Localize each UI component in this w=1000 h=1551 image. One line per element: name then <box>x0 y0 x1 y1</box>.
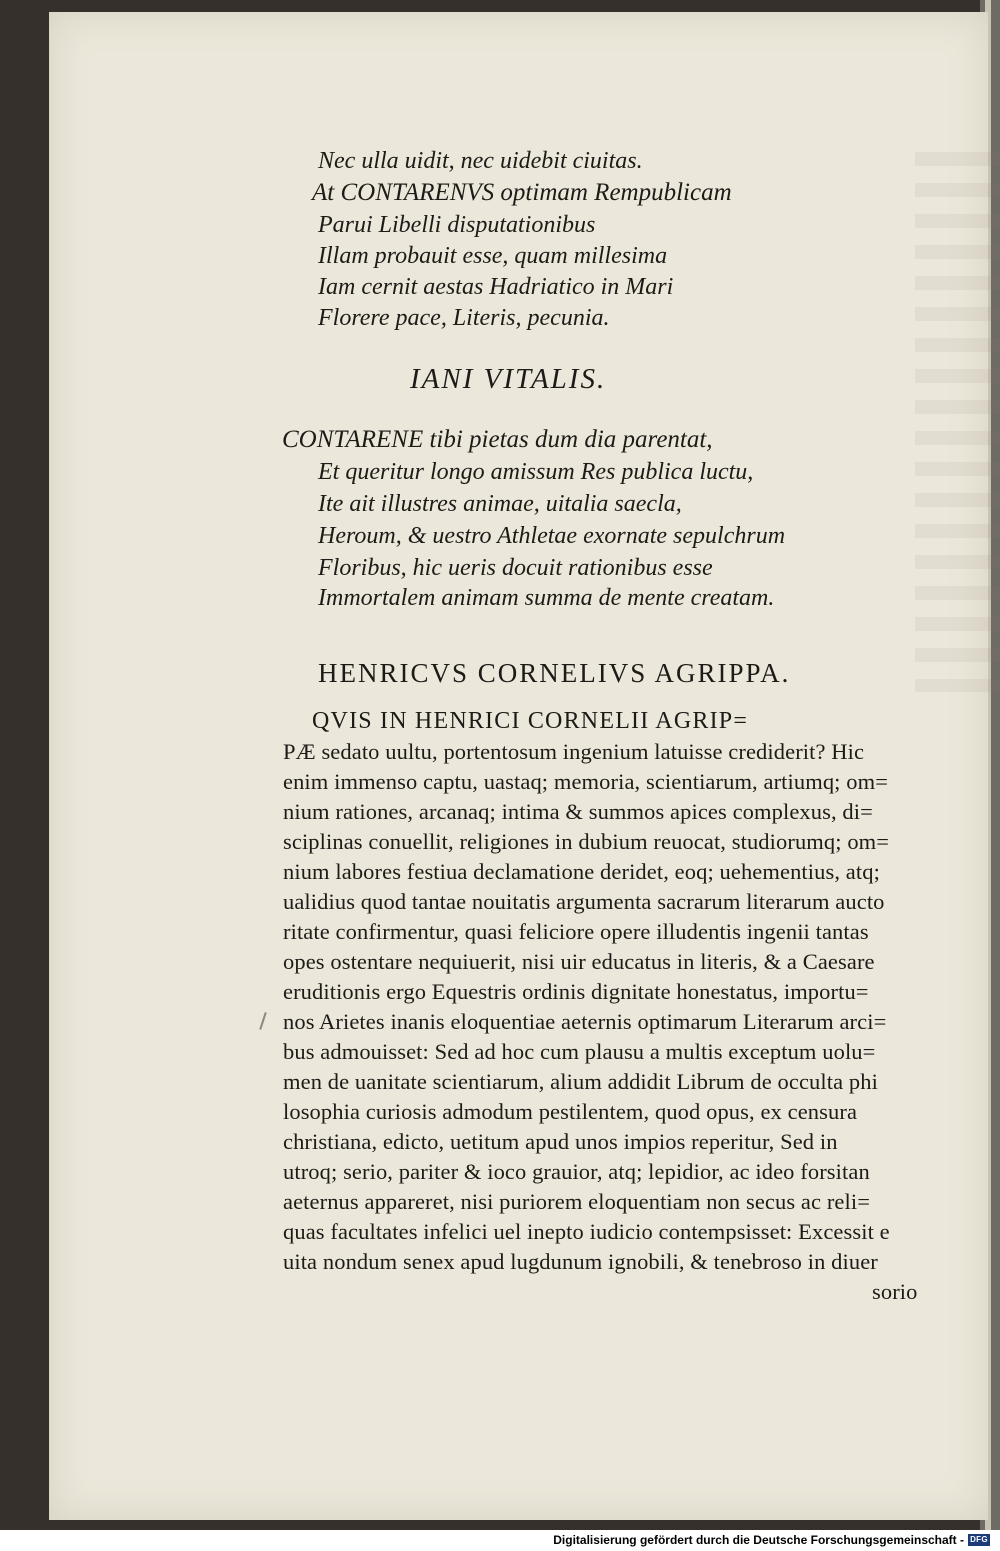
digitization-credit: Digitalisierung gefördert durch die Deutsche Forschungsgemeinschaft - <box>553 1533 964 1547</box>
poem1-line-5: Iam cernit aestas Hadriatico in Mari <box>318 274 674 300</box>
prose-line-13: men de uanitate scientiarum, alium addidit Librum de occulta phi <box>283 1069 878 1094</box>
poem2-line-4: Heroum, & uestro Athletae exornate sepulchrum <box>318 523 786 549</box>
poem2-line-3: Ite ait illustres animae, uitalia saecla, <box>318 491 682 517</box>
prose-line-5: sciplinas conuellit, religiones in dubium reuocat, studiorumq; om= <box>283 829 890 854</box>
prose-line-14: losophia curiosis admodum pestilentem, quod opus, ex censura <box>283 1099 858 1124</box>
dfg-logo-icon: DFG <box>968 1534 990 1546</box>
prose-line-11: nos Arietes inanis eloquentiae aeternis optimarum Literarum arci= <box>283 1009 887 1034</box>
poem1-line-2: At CONTARENVS optimam Rempublicam <box>312 179 732 206</box>
prose-line-10: eruditionis ergo Equestris ordinis dignitate honestatus, importu= <box>283 979 869 1004</box>
prose-line-16: utroq; serio, pariter & ioco grauior, atq; lepidior, ac ideo forsitan <box>283 1159 870 1184</box>
prose-line-17: aeternus appareret, nisi puriorem eloquentiam non secus ac reli= <box>283 1189 870 1214</box>
catchword: sorio <box>872 1279 918 1304</box>
prose-line-2: PÆ sedato uultu, portentosum ingenium latuisse crediderit? Hic <box>283 739 865 764</box>
poem2-line-6: Immortalem animam summa de mente creatam. <box>318 585 775 611</box>
prose-line-7: ualidius quod tantae nouitatis argumenta sacrarum literarum aucto <box>283 889 885 914</box>
section-heading-vitalis: IANI VITALIS. <box>410 363 607 395</box>
prose-line-8: ritate confirmentur, quasi feliciore opere illudentis ingenii tantas <box>283 919 869 944</box>
bleed-through-text <box>915 152 1000 692</box>
prose-line-3: enim immenso captu, uastaq; memoria, scientiarum, artiumq; om= <box>283 769 888 794</box>
poem1-line-4: Illam probauit esse, quam millesima <box>318 243 668 269</box>
prose-line-12: bus admouisset: Sed ad hoc cum plausu a multis exceptum uolu= <box>283 1039 876 1064</box>
prose-line-9: opes ostentare nequiuerit, nisi uir educatus in literis, & a Caesare <box>283 949 875 974</box>
poem2-line-1: CONTARENE tibi pietas dum dia parentat, <box>282 426 713 453</box>
prose-line-15: christiana, edicto, uetitum apud unos impios reperitur, Sed in <box>283 1129 838 1154</box>
prose-line-6: nium labores festiua declamatione deridet, eoq; uehementius, atq; <box>283 859 880 884</box>
prose-line-1: QVIS IN HENRICI CORNELII AGRIP= <box>312 708 749 734</box>
prose-line-18: quas facultates infelici uel inepto iudicio contempsisset: Excessit e <box>283 1219 890 1244</box>
poem1-line-1: Nec ulla uidit, nec uidebit ciuitas. <box>318 148 643 174</box>
poem2-line-2: Et queritur longo amissum Res publica luctu, <box>318 459 754 485</box>
prose-line-4: nium rationes, arcanaq; intima & summos apices complexus, di= <box>283 799 873 824</box>
poem1-line-6: Florere pace, Literis, pecunia. <box>318 305 610 331</box>
poem2-line-5: Floribus, hic ueris docuit rationibus esse <box>318 555 713 581</box>
ink-mark <box>259 1012 266 1030</box>
section-heading-agrippa: HENRICVS CORNELIVS AGRIPPA. <box>318 658 791 688</box>
poem1-line-3: Parui Libelli disputationibus <box>318 212 596 238</box>
prose-line-19: uita nondum senex apud lugdunum ignobili, & tenebroso in diuer <box>283 1249 878 1274</box>
